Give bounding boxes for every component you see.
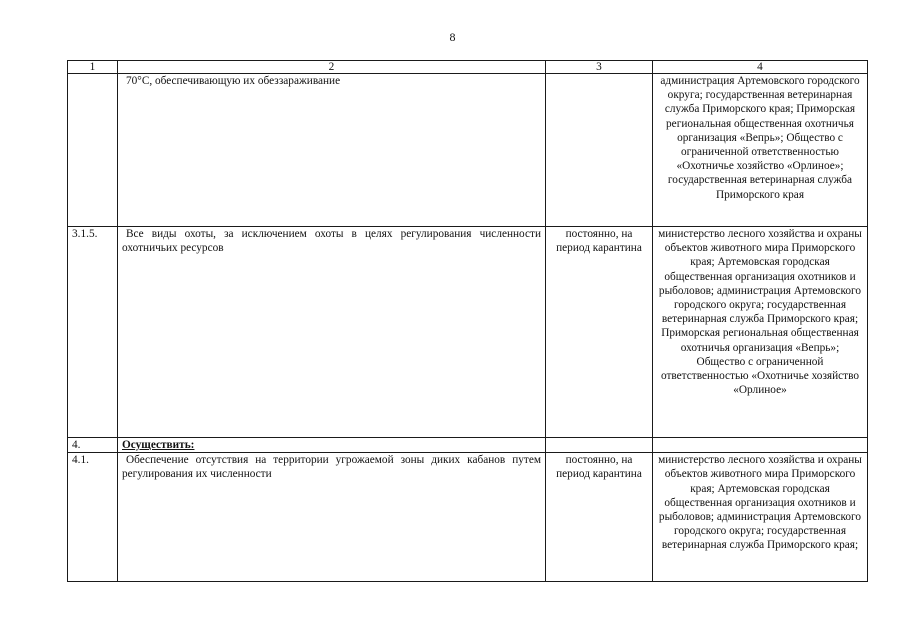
row-number: 4. (68, 438, 118, 453)
measure-period: постоянно, на период карантина (546, 227, 653, 438)
column-header-3: 3 (546, 61, 653, 74)
measure-text: 70°С, обеспечивающую их обеззараживание (118, 74, 546, 227)
column-header-1: 1 (68, 61, 118, 74)
measure-period (546, 438, 653, 453)
table-row (68, 74, 868, 227)
section-heading: Осуществить: (118, 438, 546, 453)
table-row (68, 438, 868, 453)
table-row (68, 227, 868, 438)
responsible-parties (653, 438, 868, 453)
measure-period (546, 74, 653, 227)
measure-text: Обеспечение отсутствия на территории угрожаемой зоны диких кабанов путем регулирования их численности (118, 453, 546, 582)
table-header-row (68, 61, 868, 74)
measure-period: постоянно, на период карантина (546, 453, 653, 582)
page-number: 8 (449, 30, 456, 44)
measure-text: Все виды охоты, за исключением охоты в целях регулирования численности охотничьих ресурсов (118, 227, 546, 438)
responsible-parties: министерство лесного хозяйства и охраны объектов животного мира Приморского края; Артемовская городская общественная организация охотников и рыболовов; администрация Артемовского городского округа; государственная ветеринарная служба Приморского края; Приморская региональная общественная охотничья организация «Вепрь»; Общество с ограниченной ответственностью «Охотничье хозяйство «Орлиное» (653, 227, 868, 438)
row-number: 4.1. (68, 453, 118, 582)
measures-table (67, 60, 868, 582)
row-number: 3.1.5. (68, 227, 118, 438)
column-header-4: 4 (653, 61, 868, 74)
table-row (68, 453, 868, 582)
responsible-parties: министерство лесного хозяйства и охраны объектов животного мира Приморского края; Артемовская городская общественная организация охотников и рыболовов; администрация Артемовского городского округа; государственная ветеринарная служба Приморского края; (653, 453, 868, 582)
responsible-parties: администрация Артемовского городского округа; государственная ветеринарная служба Приморского края; Приморская региональная общественная охотничья организация «Вепрь»; Общество с ограниченной ответственностью «Охотничье хозяйство «Орлиное»; государственная ветеринарная служба Приморского края (653, 74, 868, 227)
column-header-2: 2 (118, 61, 546, 74)
row-number (68, 74, 118, 227)
